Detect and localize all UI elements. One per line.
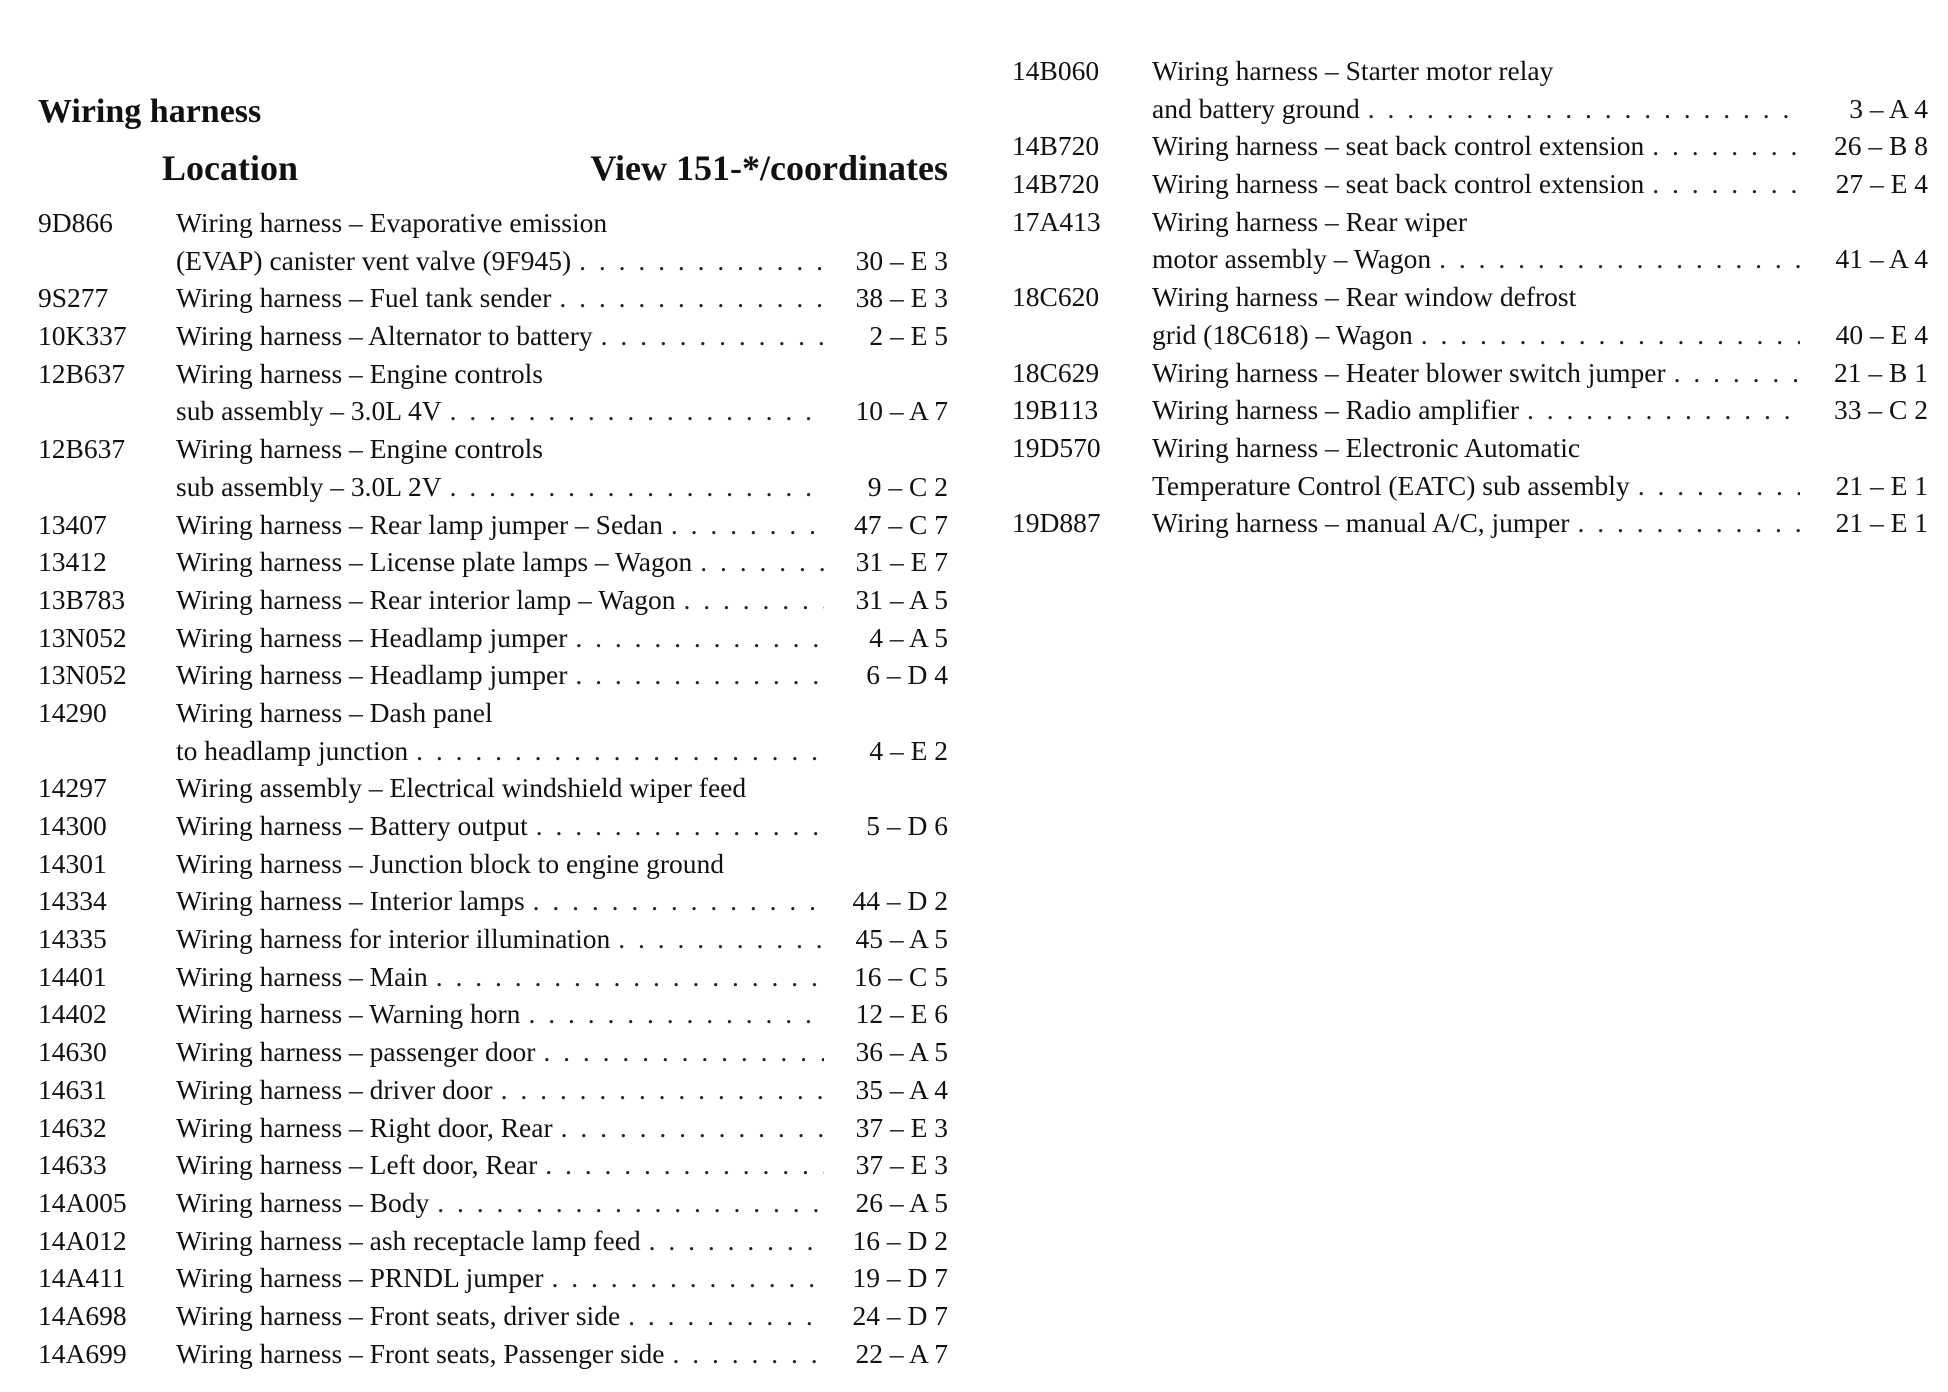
description-cell [1152, 429, 1812, 467]
description-cell [176, 543, 836, 581]
table-row [38, 732, 948, 770]
dot-leader [575, 656, 824, 694]
description-cell [176, 656, 836, 694]
dot-leader [618, 920, 824, 958]
dot-leader [561, 1109, 824, 1147]
description-text: Wiring harness – Battery output [176, 810, 528, 841]
table-row [38, 506, 948, 544]
dot-leader [1368, 90, 1800, 128]
part-number: 14401 [38, 960, 107, 992]
description-text: Wiring harness – License plate lamps – Wagon [176, 546, 693, 578]
dot-leader [552, 1259, 824, 1297]
description-text: Wiring harness – Body [176, 1186, 430, 1218]
table-row [38, 317, 948, 355]
table-row [38, 279, 948, 317]
table-row [38, 1184, 948, 1222]
description-cell [176, 279, 836, 317]
view-coordinate: 38 – E 3 [855, 282, 948, 314]
description-text: Wiring harness – Alternator to battery [176, 320, 593, 352]
description-cell [176, 317, 836, 355]
description-cell [176, 619, 836, 657]
view-coordinate: 22 – A 7 [855, 1337, 948, 1369]
part-number: 19D570 [1012, 431, 1101, 463]
part-number: 17A413 [1012, 205, 1101, 237]
description-cell [1152, 504, 1812, 542]
view-coordinate: 6 – D 4 [866, 659, 948, 691]
part-number: 14A411 [38, 1262, 126, 1294]
description-text: Wiring harness – Right door, Rear [176, 1111, 553, 1143]
view-coordinate: 2 – E 5 [869, 320, 948, 352]
description-text: Wiring harness – Front seats, driver side [176, 1299, 621, 1331]
view-coordinate: 10 – A 7 [855, 395, 948, 427]
view-coordinate: 12 – E 6 [855, 998, 948, 1030]
table-row [38, 204, 948, 242]
part-number: 10K337 [38, 320, 127, 352]
part-number: 14A699 [38, 1337, 127, 1369]
table-row [38, 807, 948, 845]
table-row [38, 845, 948, 883]
part-number: 13407 [38, 508, 107, 540]
description-text: Wiring harness – seat back control extension [1152, 168, 1645, 200]
view-coordinate: 30 – E 3 [855, 244, 948, 276]
view-coordinate: 21 – E 1 [1835, 507, 1928, 539]
part-number: 14631 [38, 1073, 107, 1105]
dot-leader [1527, 391, 1800, 429]
description-text: Wiring harness – ash receptacle lamp feed [176, 1224, 641, 1256]
part-number: 14A698 [38, 1299, 127, 1331]
dot-leader [672, 1335, 824, 1373]
description-cell [176, 694, 836, 732]
description-cell [176, 506, 836, 544]
part-number: 9S277 [38, 282, 109, 314]
description-cell [176, 732, 836, 770]
description-text: Wiring harness – Headlamp jumper [176, 659, 568, 691]
dot-leader [649, 1222, 824, 1260]
table-row [1012, 127, 1928, 165]
part-number: 14335 [38, 923, 107, 955]
table-row [38, 581, 948, 619]
description-cell [1152, 165, 1812, 203]
part-number: 13412 [38, 546, 107, 578]
description-cell [176, 1071, 836, 1109]
part-number: 12B637 [38, 357, 126, 389]
description-text: Wiring harness – Rear window defrost [1152, 281, 1577, 313]
section-title: Wiring harness [38, 93, 262, 130]
view-coordinate: 4 – A 5 [869, 621, 948, 653]
dot-leader [575, 619, 824, 657]
description-cell [1152, 467, 1812, 505]
table-row [1012, 203, 1928, 241]
description-cell [176, 1297, 836, 1335]
table-row [1012, 90, 1928, 128]
table-row [38, 355, 948, 393]
table-row [38, 1071, 948, 1109]
description-cell [176, 845, 836, 883]
dot-leader [601, 317, 824, 355]
description-text: Wiring harness – Heater blower switch jumper [1152, 356, 1666, 388]
table-row [1012, 278, 1928, 316]
part-number: 14A005 [38, 1186, 127, 1218]
description-text: sub assembly – 3.0L 2V [176, 470, 442, 502]
table-row [38, 1335, 948, 1373]
part-number: 13N052 [38, 621, 127, 653]
view-coordinate: 33 – C 2 [1834, 394, 1928, 426]
dot-leader [1421, 316, 1800, 354]
table-row [38, 694, 948, 732]
part-number: 14402 [38, 998, 107, 1030]
part-number: 18C620 [1012, 281, 1100, 313]
description-text: Wiring harness for interior illumination [176, 923, 611, 955]
table-row [1012, 165, 1928, 203]
part-number: 14334 [38, 885, 107, 917]
dot-leader [436, 958, 824, 996]
description-text: Wiring harness – Main [176, 960, 428, 992]
view-coordinate: 21 – E 1 [1835, 469, 1928, 501]
table-row [1012, 240, 1928, 278]
part-number: 14297 [38, 772, 107, 804]
table-row [1012, 391, 1928, 429]
table-row [1012, 354, 1928, 392]
dot-leader [1439, 240, 1800, 278]
description-text: Wiring harness – Rear interior lamp – Wagon [176, 583, 676, 615]
description-cell [176, 769, 836, 807]
table-row [1012, 52, 1928, 90]
part-number: 19B113 [1012, 394, 1099, 426]
description-cell [1152, 203, 1812, 241]
location-header: Location [162, 148, 299, 188]
view-coordinate: 4 – E 2 [869, 734, 948, 766]
view-coordinate: 27 – E 4 [1835, 168, 1928, 200]
description-cell [176, 1109, 836, 1147]
description-text: Wiring harness – Junction block to engine ground [176, 847, 725, 879]
part-number: 14633 [38, 1149, 107, 1181]
dot-leader [1577, 504, 1800, 542]
table-row [1012, 429, 1928, 467]
description-text: Wiring harness – Front seats, Passenger side [176, 1337, 665, 1369]
description-text: Wiring harness – PRNDL jumper [176, 1262, 544, 1294]
part-number: 13B783 [38, 583, 126, 615]
table-row [38, 619, 948, 657]
description-text: Wiring harness – Interior lamps [176, 885, 525, 917]
table-row [1012, 504, 1928, 542]
dot-leader [450, 468, 824, 506]
part-number: 14B720 [1012, 130, 1100, 162]
description-cell [176, 1146, 836, 1184]
dot-leader [1652, 165, 1800, 203]
view-coordinate: 36 – A 5 [855, 1036, 948, 1068]
dot-leader [559, 279, 824, 317]
view-coordinate: 45 – A 5 [855, 923, 948, 955]
description-text: grid (18C618) – Wagon [1152, 318, 1413, 350]
description-cell [176, 920, 836, 958]
dot-leader [450, 392, 824, 430]
view-coordinate: 16 – C 5 [854, 960, 948, 992]
description-text: Wiring harness – Starter motor relay [1152, 55, 1554, 86]
table-row [38, 1259, 948, 1297]
dot-leader [700, 543, 824, 581]
view-coordinate: 24 – D 7 [852, 1299, 948, 1331]
description-cell [1152, 52, 1812, 90]
dot-leader [536, 807, 824, 845]
table-row [38, 1109, 948, 1147]
description-cell [176, 468, 836, 506]
view-coordinate: 5 – D 6 [866, 810, 948, 841]
table-row [38, 242, 948, 280]
description-text: motor assembly – Wagon [1152, 243, 1432, 275]
description-text: Wiring harness – seat back control extension [1152, 130, 1645, 162]
description-cell [1152, 316, 1812, 354]
right-row-list [1012, 52, 1928, 542]
view-coordinate: 26 – B 8 [1834, 130, 1928, 162]
description-cell [176, 807, 836, 845]
dot-leader [1674, 354, 1800, 392]
view-coordinate: 35 – A 4 [855, 1073, 948, 1105]
dot-leader [545, 1146, 824, 1184]
view-coordinate: 9 – C 2 [867, 470, 948, 502]
description-text: Wiring harness – Rear wiper [1152, 205, 1468, 237]
description-text: Wiring harness – driver door [176, 1073, 493, 1105]
table-row [1012, 316, 1928, 354]
view-coordinate: 26 – A 5 [855, 1186, 948, 1218]
description-cell [176, 392, 836, 430]
table-row [38, 468, 948, 506]
table-row [38, 1222, 948, 1260]
left-row-list [38, 204, 948, 1372]
dot-leader [1638, 467, 1800, 505]
description-text: Wiring harness – Warning horn [176, 998, 521, 1030]
description-text: to headlamp junction [176, 734, 409, 766]
dot-leader [683, 581, 824, 619]
description-cell [1152, 127, 1812, 165]
description-text: Wiring assembly – Electrical windshield wiper feed [176, 772, 747, 804]
description-text: Wiring harness – Electronic Automatic [1152, 431, 1581, 463]
view-coordinate: 16 – D 2 [852, 1224, 948, 1256]
table-row [38, 769, 948, 807]
view-coordinate: 40 – E 4 [1835, 318, 1928, 350]
dot-leader [528, 995, 824, 1033]
part-number: 13N052 [38, 659, 127, 691]
description-cell [1152, 391, 1812, 429]
view-coordinate: 3 – A 4 [1849, 92, 1928, 124]
description-cell [176, 1335, 836, 1373]
dot-leader [628, 1297, 824, 1335]
description-cell [1152, 240, 1812, 278]
table-row [38, 1033, 948, 1071]
part-number: 12B637 [38, 433, 126, 465]
dot-leader [543, 1033, 824, 1071]
description-text: Wiring harness – passenger door [176, 1036, 536, 1068]
part-number: 14290 [38, 696, 107, 728]
description-text: (EVAP) canister vent valve (9F945) [176, 244, 572, 276]
description-cell [176, 1259, 836, 1297]
description-cell [176, 958, 836, 996]
dot-leader [1652, 127, 1800, 165]
description-text: Temperature Control (EATC) sub assembly [1152, 469, 1630, 501]
description-cell [176, 882, 836, 920]
part-number: 14A012 [38, 1224, 127, 1256]
description-cell [1152, 90, 1812, 128]
description-cell [176, 242, 836, 280]
description-text: Wiring harness – Headlamp jumper [176, 621, 568, 653]
part-number: 14300 [38, 810, 107, 841]
part-number: 19D887 [1012, 507, 1101, 539]
description-text: sub assembly – 3.0L 4V [176, 395, 442, 427]
part-number: 14301 [38, 847, 107, 879]
dot-leader [579, 242, 824, 280]
description-text: Wiring harness – Rear lamp jumper – Sedan [176, 508, 663, 540]
description-cell [176, 1033, 836, 1071]
dot-leader [501, 1071, 824, 1109]
part-number: 14630 [38, 1036, 107, 1068]
part-number: 9D866 [38, 207, 113, 238]
description-cell [176, 430, 836, 468]
description-text: Wiring harness – Engine controls [176, 357, 544, 389]
view-coordinates-header: View 151-*/coordinates [590, 148, 948, 188]
view-coordinate: 47 – C 7 [854, 508, 948, 540]
description-cell [176, 1184, 836, 1222]
table-row [38, 1146, 948, 1184]
description-text: Wiring harness – manual A/C, jumper [1152, 507, 1570, 539]
description-text: Wiring harness – Fuel tank sender [176, 282, 552, 314]
description-cell [176, 995, 836, 1033]
description-cell [1152, 354, 1812, 392]
view-coordinate: 41 – A 4 [1835, 243, 1928, 275]
description-cell [176, 581, 836, 619]
view-coordinate: 37 – E 3 [855, 1111, 948, 1143]
dot-leader [437, 1184, 824, 1222]
view-coordinate: 37 – E 3 [855, 1149, 948, 1181]
part-number: 14B060 [1012, 55, 1100, 86]
view-coordinate: 21 – B 1 [1834, 356, 1928, 388]
description-cell [176, 204, 836, 242]
description-text: Wiring harness – Dash panel [176, 696, 493, 728]
description-text: and battery ground [1152, 92, 1360, 124]
table-row [38, 995, 948, 1033]
description-cell [1152, 278, 1812, 316]
table-row [38, 543, 948, 581]
part-number: 14B720 [1012, 168, 1100, 200]
table-row [1012, 467, 1928, 505]
part-number: 18C629 [1012, 356, 1100, 388]
dot-leader [671, 506, 824, 544]
description-text: Wiring harness – Radio amplifier [1152, 394, 1519, 426]
description-text: Wiring harness – Engine controls [176, 433, 544, 465]
table-row [38, 882, 948, 920]
dot-leader [533, 882, 824, 920]
table-row [38, 1297, 948, 1335]
description-text: Wiring harness – Left door, Rear [176, 1149, 538, 1181]
view-coordinate: 31 – A 5 [855, 583, 948, 615]
table-row [38, 430, 948, 468]
view-coordinate: 31 – E 7 [855, 546, 948, 578]
table-row [38, 958, 948, 996]
table-row [38, 656, 948, 694]
table-row [38, 392, 948, 430]
part-number: 14632 [38, 1111, 107, 1143]
view-coordinate: 44 – D 2 [852, 885, 948, 917]
description-cell [176, 355, 836, 393]
description-text: Wiring harness – Evaporative emission [176, 207, 608, 238]
view-coordinate: 19 – D 7 [852, 1262, 948, 1294]
dot-leader [416, 732, 824, 770]
table-row [38, 920, 948, 958]
description-cell [176, 1222, 836, 1260]
